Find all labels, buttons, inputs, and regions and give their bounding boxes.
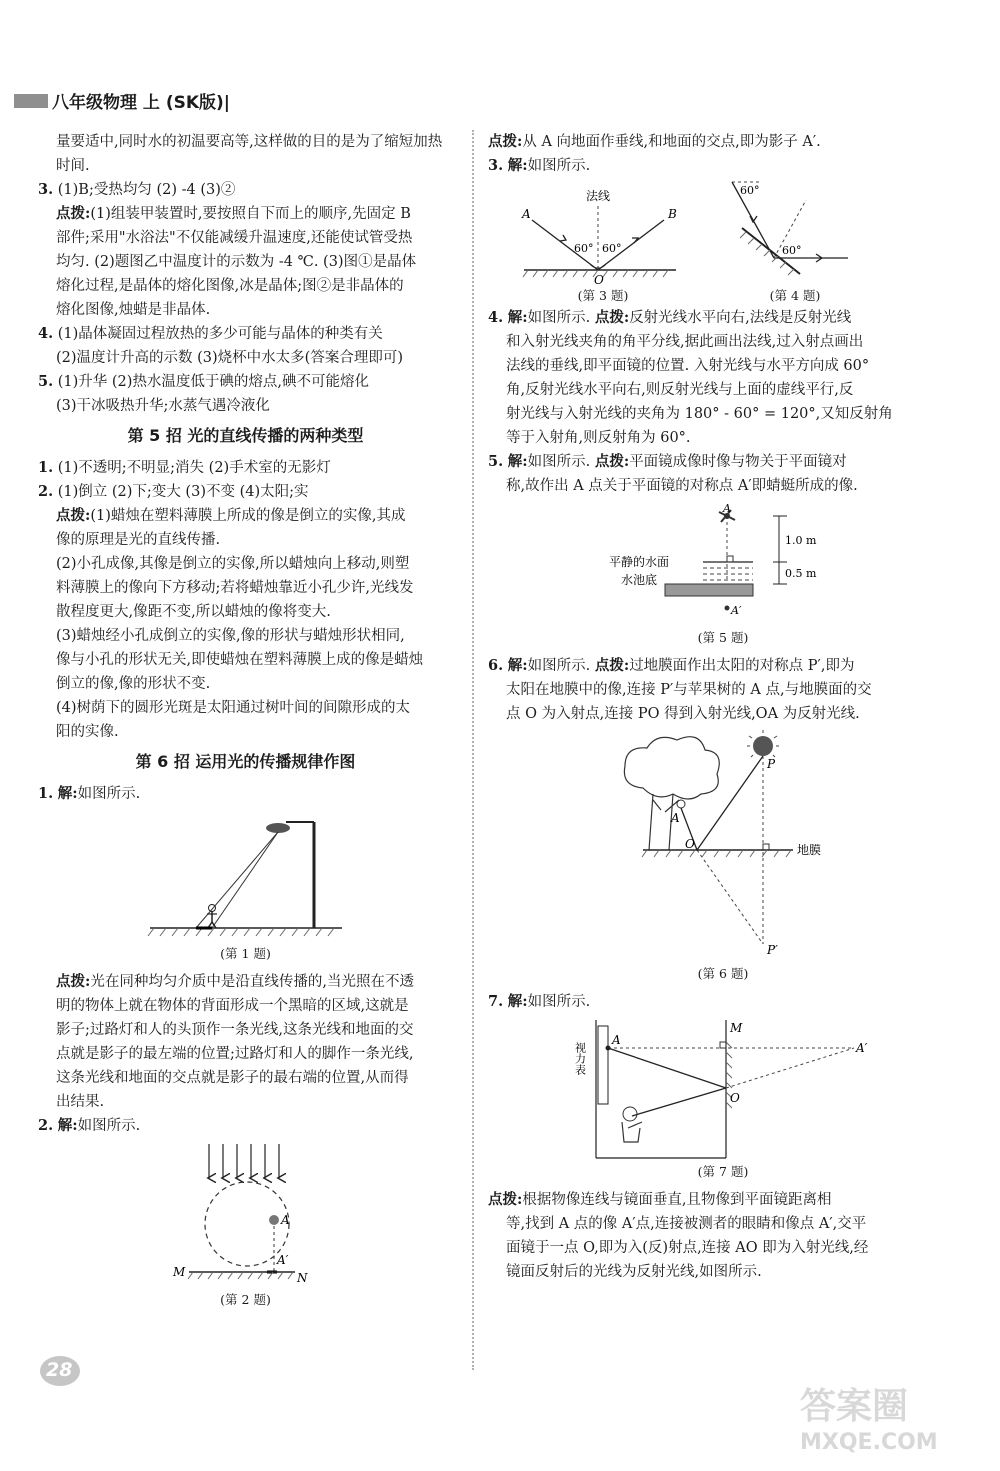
fig2-label-N: N	[296, 1271, 307, 1285]
fig6-label-A: A	[671, 811, 680, 825]
text-line: 太阳在地膜中的像,连接 P′与苹果树的 A 点,与地膜面的交	[506, 682, 872, 698]
fig6-label-P: P	[767, 757, 776, 771]
text-line: 和入射光线夹角的角平分线,据此画出法线,过入射点画出	[506, 334, 864, 350]
fig7-label-O: O	[730, 1091, 740, 1105]
fig4-angle-2: 60°	[782, 244, 802, 257]
fig5-height-1: 1.0 m	[785, 534, 817, 547]
s6-question-1: 1. 解:如图所示.	[38, 785, 141, 802]
fig3-label-O: O	[594, 273, 604, 286]
tip-top: 点拨:从 A 向地面作垂线,和地面的交点,即为影子 A′.	[488, 133, 821, 150]
figure-5-caption: (第 5 题)	[697, 630, 749, 645]
fig2-label-A: A	[280, 1213, 290, 1227]
text-line: 散程度更大,像距不变,所以蜡烛的像将变大.	[56, 604, 331, 620]
figure-5-dragonfly	[603, 502, 843, 626]
text-line: 部件;采用"水浴法"不仅能减缓升温速度,还能使试管受热	[56, 230, 413, 246]
figure-1-caption: (第 1 题)	[220, 946, 271, 961]
fig2-label-M: M	[172, 1265, 185, 1279]
fig5-bottom-label: 水池底	[621, 573, 658, 587]
text-line: 像的原理是光的直线传播.	[56, 532, 221, 548]
text-line: 倒立的像,像的形状不变.	[56, 676, 211, 692]
right-column	[488, 130, 958, 1284]
fig7-chart-label: 视力表	[573, 1042, 587, 1075]
figures-3-4-row	[488, 178, 958, 306]
text-line: 等,找到 A 点的像 A′点,连接被测者的眼睛和像点 A′,交平	[506, 1216, 867, 1232]
fig5-label-A: A	[723, 502, 731, 515]
fig5-height-2: 0.5 m	[785, 567, 817, 580]
text-line: 这条光线和地面的交点就是影子的最右端的位置,从而得	[56, 1070, 409, 1086]
figure-6-tree	[613, 730, 833, 962]
parallel-light-diagram	[171, 1142, 321, 1288]
fig3-normal-label: 法线	[586, 189, 611, 203]
fig6-film-label: 地膜	[797, 843, 822, 857]
watermark-logo: 答案圈	[800, 1386, 909, 1427]
text-line: 法线的垂线,即平面镜的位置. 入射光线与水平方向成 60°	[506, 358, 870, 374]
text-line: 等于入射角,则反射角为 60°.	[506, 430, 691, 446]
r-question-5: 5. 解:如图所示. 点拨:平面镜成像时像与物关于平面镜对	[488, 453, 847, 470]
figure-7-caption: (第 7 题)	[697, 1164, 749, 1179]
text-line: 面镜于一点 O,即为入(反)射点,连接 AO 即为入射光线,经	[506, 1240, 869, 1256]
text-line: (2)温度计升高的示数 (3)烧杯中水太多(答案合理即可)	[56, 350, 403, 366]
figure-1-streetlight	[146, 810, 346, 942]
text-line: (3)蜡烛经小孔成倒立的实像,像的形状与蜡烛形状相同,	[56, 628, 405, 644]
watermark-url: MXQE.COM	[800, 1430, 938, 1455]
text-line: 像与小孔的形状无关,即使蜡烛在塑料薄膜上成的像是蜡烛	[56, 652, 424, 668]
column-divider	[472, 130, 474, 1370]
text-line: 称,故作出 A 点关于平面镜的对称点 A′即蜻蜓所成的像.	[506, 478, 858, 494]
question-3-tip: 点拨:(1)组装甲装置时,要按照自下而上的顺序,先固定 B	[56, 205, 411, 222]
section-heading-5: 第 5 招 光的直线传播的两种类型	[127, 426, 364, 445]
fig5-label-A-prime: A′	[731, 604, 742, 617]
fig5-water-label: 平静的水面	[609, 555, 670, 569]
text-line: 明的物体上就在物体的背面形成一个黑暗的区域,这就是	[56, 998, 409, 1014]
left-column	[38, 130, 453, 1316]
s5-question-1: 1. (1)不透明;不明显;消失 (2)手术室的无影灯	[38, 459, 331, 476]
fig3-angle-1: 60°	[574, 242, 594, 255]
fig4-angle-1: 60°	[740, 184, 760, 197]
text-line: 出结果.	[56, 1094, 105, 1110]
sun-tree-diagram	[613, 730, 833, 962]
figure-4-caption: (第 4 题)	[769, 288, 821, 303]
text-line: 时间.	[56, 158, 90, 174]
fig6-label-O: O	[685, 837, 695, 851]
text-line: 熔化图像,烛蜡是非晶体.	[56, 302, 211, 318]
text-line: 点 O 为入射点,连接 PO 得到入射光线,OA 为反射光线.	[506, 706, 860, 722]
text-line: 角,反射光线水平向右,则反射光线与上面的虚线平行,反	[506, 382, 854, 398]
r-question-3: 3. 解:如图所示.	[488, 157, 591, 174]
text-line: 料薄膜上的像向下方移动;若将蜡烛靠近小孔少许,光线发	[56, 580, 414, 596]
fig6-label-P-prime: P′	[767, 943, 778, 957]
dragonfly-diagram	[603, 502, 843, 626]
figure-7-eye-chart	[568, 1018, 878, 1160]
figure-2-caption: (第 2 题)	[220, 1292, 271, 1307]
fig3-label-A: A	[522, 207, 531, 221]
fig2-label-A-prime: A′	[276, 1253, 288, 1267]
r-question-4: 4. 解:如图所示. 点拨:反射光线水平向右,法线是反射光线	[488, 309, 852, 326]
fig7-label-M: M	[730, 1021, 743, 1035]
figure-3-caption: (第 3 题)	[577, 288, 629, 303]
r-question-6: 6. 解:如图所示. 点拨:过地膜面作出太阳的对称点 P′,即为	[488, 657, 855, 674]
text-line: 熔化过程,是晶体的熔化图像,冰是晶体;图②是非晶体的	[56, 278, 404, 294]
text-line: 影子;过路灯和人的头顶作一条光线,这条光线和地面的交	[56, 1022, 414, 1038]
r-question-7-tip: 点拨:根据物像连线与镜面垂直,且物像到平面镜距离相	[488, 1191, 832, 1208]
page-title: 八年级物理 上 (SK版)|	[52, 93, 231, 113]
text-line: 量要适中,同时水的初温要高等,这样做的目的是为了缩短加热	[56, 134, 443, 150]
text-line: (4)树荫下的圆形光斑是太阳通过树叶间的间隙形成的太	[56, 700, 411, 716]
question-3-answer: 3. (1)B;受热均匀 (2) -4 (3)②	[38, 181, 236, 198]
page-number	[40, 1356, 86, 1386]
text-line: 镜面反射后的光线为反射光线,如图所示.	[506, 1264, 762, 1280]
section-heading-6: 第 6 招 运用光的传播规律作图	[135, 752, 356, 771]
page-header	[0, 88, 420, 112]
streetlight-diagram	[146, 810, 346, 942]
text-line: (3)干冰吸热升华;水蒸气遇冷液化	[56, 398, 270, 414]
text-line: 阳的实像.	[56, 724, 119, 740]
r-question-7: 7. 解:如图所示.	[488, 993, 591, 1010]
figure-2-shadow	[171, 1142, 321, 1288]
fig7-label-A: A	[612, 1033, 621, 1047]
text-line: 点就是影子的最左端的位置;过路灯和人的脚作一条光线,	[56, 1046, 414, 1062]
s5-question-2: 2. (1)倒立 (2)下;变大 (3)不变 (4)太阳;实	[38, 483, 309, 500]
s6-question-2: 2. 解:如图所示.	[38, 1117, 141, 1134]
fig3-label-B: B	[668, 207, 677, 221]
s6q1-tip: 点拨:光在同种均匀介质中是沿直线传播的,当光照在不透	[56, 973, 414, 990]
text-line: (2)小孔成像,其像是倒立的实像,所以蜡烛向上移动,则塑	[56, 556, 410, 572]
eye-chart-diagram	[568, 1018, 878, 1160]
page-number-text: 28	[46, 1359, 73, 1381]
question-4-answer: 4. (1)晶体凝固过程放热的多少可能与晶体的种类有关	[38, 325, 383, 342]
s5-tip: 点拨:(1)蜡烛在塑料薄膜上所成的像是倒立的实像,其成	[56, 507, 406, 524]
figure-6-caption: (第 6 题)	[697, 966, 749, 981]
figure-4-mirror	[728, 178, 858, 286]
question-5-answer: 5. (1)升华 (2)热水温度低于碘的熔点,碘不可能熔化	[38, 373, 370, 390]
figure-3-reflection	[518, 178, 688, 286]
text-line: 射光线与入射光线的夹角为 180° - 60° = 120°,又知反射角	[506, 406, 893, 422]
text-line: 均匀. (2)题图乙中温度计的示数为 -4 ℃. (3)图①是晶体	[56, 254, 417, 270]
header-band	[14, 94, 48, 108]
fig7-label-A-prime: A′	[856, 1041, 868, 1055]
fig3-angle-2: 60°	[602, 242, 622, 255]
